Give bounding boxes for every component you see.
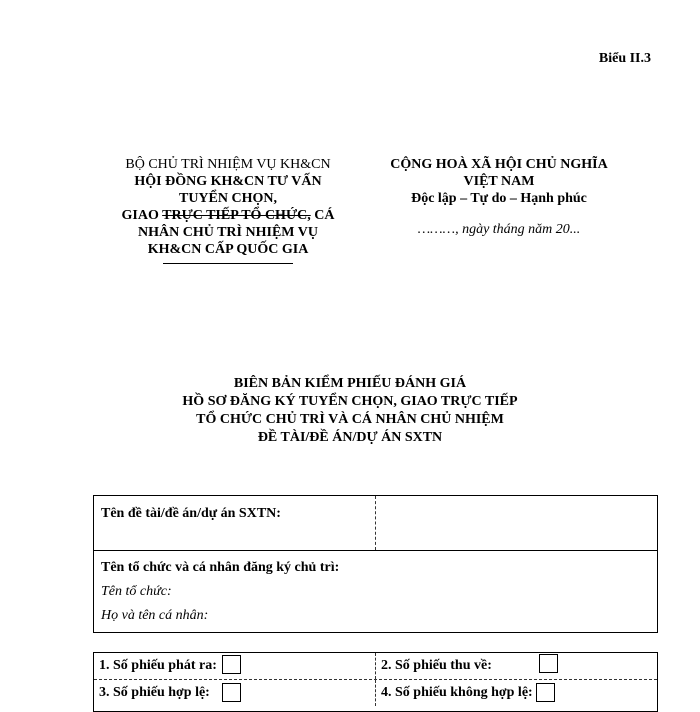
invalid-checkbox[interactable] (536, 683, 555, 702)
ministry-line: BỘ CHỦ TRÌ NHIỆM VỤ KH&CN (125, 157, 331, 172)
council-line-5: KH&CN CẤP QUỐC GIA (147, 242, 309, 257)
council-line-3-prefix: GIAO (121, 208, 163, 223)
issued-cell (94, 653, 376, 679)
project-name-label: Tên đề tài/đề án/dự án SXTN: (101, 506, 281, 521)
valid-cell (94, 680, 376, 706)
returned-label: 2. Số phiếu thu về: (381, 658, 492, 673)
country-line-2: VIỆT NAM (463, 174, 535, 189)
valid-label: 3. Số phiếu hợp lệ: (99, 685, 210, 700)
title-line-4: ĐỀ TÀI/ĐỀ ÁN/DỰ ÁN SXTN (257, 430, 443, 445)
project-name-row (94, 496, 657, 551)
ballot-count-row-2 (94, 680, 657, 706)
document-title (150, 375, 550, 447)
title-line-2: HỒ SƠ ĐĂNG KÝ TUYỂN CHỌN, GIAO TRỰC TIẾP (182, 394, 518, 409)
form-code: Biểu II.3 (598, 51, 651, 66)
title-line-3: TỔ CHỨC CHỦ TRÌ VÀ CÁ NHÂN CHỦ NHIỆM (196, 412, 504, 427)
struck-text: TRỰC TIẾP TỔ CHỨC, (162, 208, 311, 223)
council-line-4: NHÂN CHỦ TRÌ NHIỆM VỤ (138, 225, 318, 240)
returned-cell (376, 653, 659, 679)
project-info-table (93, 495, 658, 633)
council-line-2: TUYỂN CHỌN, (178, 191, 277, 206)
country-line-1: CỘNG HOÀ XÃ HỘI CHỦ NGHĨA (390, 157, 608, 172)
date-line: ………, ngày tháng năm 20... (417, 222, 581, 237)
invalid-label: 4. Số phiếu không hợp lệ: (381, 685, 533, 700)
title-line-1: BIÊN BẢN KIỂM PHIẾU ĐÁNH GIÁ (233, 376, 467, 391)
valid-checkbox[interactable] (222, 683, 241, 702)
individual-label: Họ và tên cá nhân: (101, 608, 209, 623)
returned-checkbox[interactable] (539, 654, 558, 673)
invalid-cell (376, 680, 659, 706)
header-underline (163, 263, 293, 264)
council-line-3-suffix: CÁ (310, 208, 335, 223)
council-line-1: HỘI ĐỒNG KH&CN TƯ VẤN (134, 174, 322, 189)
issued-checkbox[interactable] (222, 655, 241, 674)
motto-line: Độc lập – Tự do – Hạnh phúc (411, 191, 587, 206)
project-name-label-cell (94, 496, 376, 550)
registrant-label: Tên tổ chức và cá nhân đăng ký chủ trì: (101, 560, 340, 575)
ballot-count-table (93, 652, 658, 712)
issuing-body-header (104, 156, 352, 264)
council-line-3 (104, 207, 352, 224)
organization-label: Tên tổ chức: (101, 584, 172, 599)
issued-label: 1. Số phiếu phát ra: (99, 658, 217, 673)
ballot-count-row-1 (94, 653, 657, 680)
national-motto-header (374, 156, 624, 238)
registrant-section (101, 556, 339, 628)
